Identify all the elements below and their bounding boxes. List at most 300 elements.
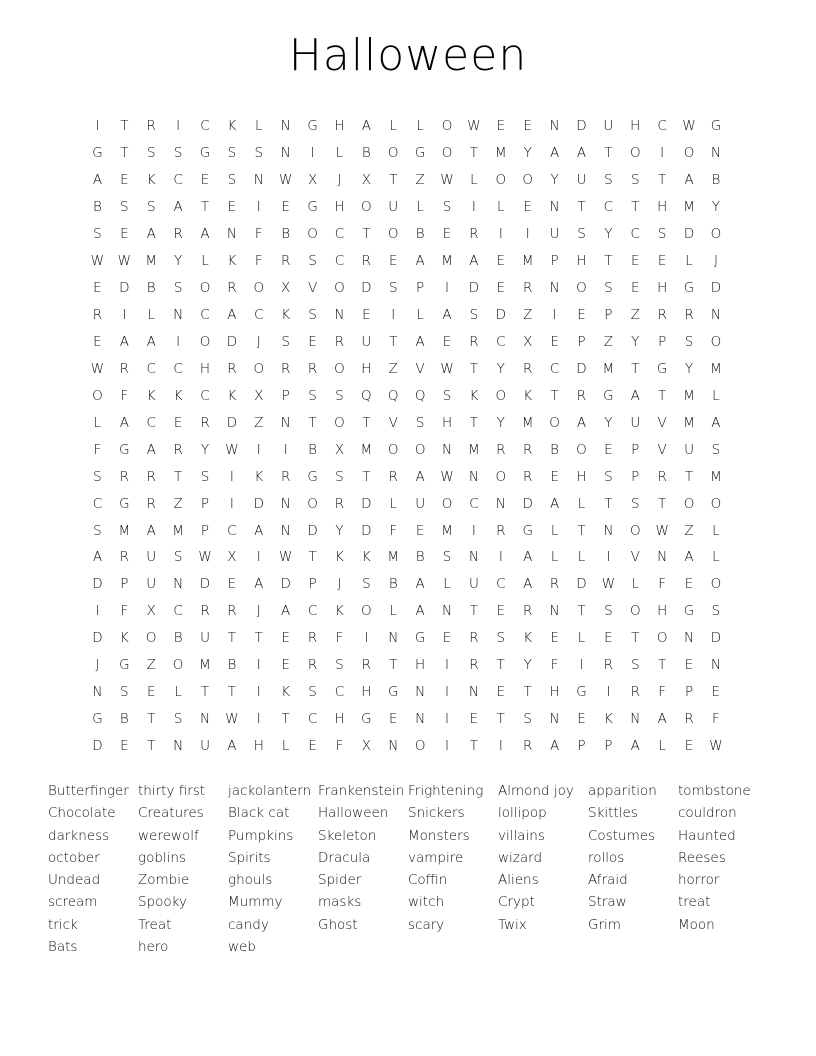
word-list-item: goblins — [138, 849, 187, 866]
grid-letter: Y — [604, 414, 613, 431]
grid-letter: D — [119, 280, 130, 297]
grid-letter: T — [281, 711, 290, 728]
grid-letter: R — [523, 738, 533, 755]
grid-letter: I — [660, 145, 665, 162]
grid-letter: Y — [631, 333, 640, 350]
word-list-item: Almond joy — [498, 783, 574, 799]
grid-letter: N — [334, 307, 345, 324]
word-list-item: Monsters — [408, 827, 470, 844]
grid-letter: E — [604, 630, 613, 647]
grid-letter: T — [604, 253, 613, 270]
grid-letter: L — [658, 738, 666, 755]
grid-letter: G — [119, 657, 130, 674]
grid-letter: O — [92, 387, 103, 404]
grid-letter: G — [199, 145, 211, 162]
grid-letter: G — [119, 441, 130, 458]
grid-letter: T — [658, 172, 667, 189]
word-list-item: scream — [48, 894, 98, 911]
grid-letter: A — [549, 495, 560, 512]
grid-letter: G — [603, 387, 614, 404]
grid-letter: E — [308, 333, 317, 350]
grid-letter: C — [334, 684, 345, 701]
grid-letter: E — [120, 172, 129, 189]
grid-letter: N — [199, 711, 211, 728]
grid-letter: A — [711, 414, 721, 431]
word-list-item: candy — [228, 916, 269, 933]
grid-letter: R — [469, 226, 479, 243]
grid-letter: T — [523, 684, 532, 701]
grid-letter: R — [227, 360, 237, 377]
grid-letter: Y — [200, 441, 210, 458]
grid-letter: E — [711, 684, 721, 701]
grid-letter: S — [120, 684, 129, 701]
grid-letter: D — [199, 576, 211, 593]
grid-letter: P — [631, 468, 640, 485]
grid-letter: I — [256, 684, 261, 701]
grid-letter: O — [495, 172, 507, 189]
grid-letter: A — [684, 549, 694, 566]
grid-letter: D — [253, 495, 264, 512]
grid-letter: S — [335, 657, 344, 674]
grid-letter: E — [550, 630, 559, 647]
grid-letter: M — [118, 522, 131, 539]
grid-letter: A — [549, 738, 560, 755]
grid-letter: R — [523, 603, 533, 620]
grid-letter: T — [362, 468, 371, 485]
grid-letter: O — [253, 280, 265, 297]
grid-letter: C — [227, 522, 237, 539]
grid-letter: A — [173, 199, 183, 216]
grid-letter: E — [200, 172, 210, 189]
grid-letter: R — [361, 253, 372, 270]
grid-letter: W — [198, 549, 212, 566]
grid-letter: R — [280, 253, 291, 270]
grid-letter: I — [606, 549, 611, 566]
grid-letter: L — [550, 522, 559, 539]
grid-letter: E — [523, 199, 532, 216]
word-list-item: hero — [138, 939, 169, 956]
grid-letter: A — [576, 414, 587, 431]
grid-letter: O — [710, 576, 722, 593]
grid-letter: C — [146, 414, 156, 431]
grid-letter: E — [442, 630, 452, 647]
grid-letter: K — [227, 387, 237, 404]
grid-letter: E — [227, 576, 237, 593]
grid-letter: T — [120, 145, 129, 162]
grid-letter: S — [200, 468, 210, 485]
grid-letter: M — [683, 414, 695, 431]
grid-letter: D — [361, 280, 372, 297]
grid-letter: I — [445, 280, 450, 297]
grid-letter: V — [630, 549, 640, 566]
word-list-item: Afraid — [588, 872, 628, 889]
grid-letter: I — [391, 307, 396, 324]
grid-letter: D — [361, 495, 372, 512]
grid-letter: B — [415, 549, 425, 566]
word-list-item: Costumes — [588, 827, 656, 844]
grid-letter: W — [279, 549, 293, 566]
grid-letter: Q — [414, 387, 426, 404]
grid-letter: Y — [604, 226, 613, 243]
grid-letter: C — [173, 603, 183, 620]
grid-letter: R — [523, 468, 533, 485]
word-list-item: rollos — [588, 849, 625, 866]
grid-letter: E — [415, 522, 425, 539]
grid-letter: N — [549, 280, 560, 297]
grid-letter: A — [415, 468, 425, 485]
grid-letter: R — [119, 360, 130, 377]
grid-letter: B — [388, 576, 398, 593]
grid-letter: N — [468, 468, 479, 485]
word-list-item: trick — [48, 916, 78, 933]
grid-letter: E — [550, 468, 559, 485]
word-list-item: werewolf — [138, 827, 199, 844]
grid-letter: P — [308, 576, 317, 593]
word-list-item: Reeses — [678, 849, 726, 866]
grid-letter: D — [495, 307, 506, 324]
grid-letter: G — [522, 522, 533, 539]
grid-letter: M — [683, 199, 695, 216]
grid-letter: J — [337, 576, 342, 593]
word-list-item: Spirits — [228, 849, 271, 866]
grid-letter: N — [630, 711, 641, 728]
grid-letter: A — [657, 711, 667, 728]
grid-letter: I — [256, 549, 261, 566]
grid-letter: I — [445, 711, 450, 728]
grid-letter: T — [684, 468, 694, 485]
grid-letter: R — [119, 468, 130, 485]
grid-letter: T — [577, 603, 586, 620]
word-list-item: Mummy — [228, 894, 283, 911]
grid-letter: H — [361, 684, 372, 701]
grid-letter: D — [307, 522, 318, 539]
grid-letter: O — [387, 226, 399, 243]
grid-letter: E — [227, 199, 237, 216]
grid-letter: E — [173, 414, 183, 431]
grid-letter: L — [577, 549, 586, 566]
grid-letter: Z — [523, 307, 533, 324]
grid-letter: C — [549, 360, 560, 377]
grid-letter: O — [334, 360, 345, 377]
word-list-item: Ghost — [318, 916, 358, 933]
grid-letter: N — [495, 495, 506, 512]
grid-letter: I — [579, 657, 584, 674]
grid-letter: T — [577, 199, 586, 216]
grid-letter: V — [307, 280, 318, 297]
grid-letter: T — [550, 387, 559, 404]
word-list-item: Coffin — [408, 872, 448, 889]
grid-letter: P — [200, 495, 210, 512]
grid-letter: R — [200, 603, 210, 620]
grid-letter: M — [441, 253, 453, 270]
grid-letter: S — [469, 307, 479, 324]
grid-letter: G — [92, 711, 103, 728]
grid-letter: I — [310, 145, 315, 162]
word-list-item: Undead — [48, 872, 101, 889]
grid-letter: A — [415, 333, 425, 350]
grid-letter: T — [200, 199, 210, 216]
grid-letter: W — [682, 118, 696, 135]
grid-letter: T — [496, 657, 505, 674]
grid-letter: T — [362, 226, 371, 243]
grid-letter: E — [120, 738, 129, 755]
grid-letter: A — [361, 118, 371, 135]
grid-letter: C — [307, 711, 318, 728]
grid-letter: O — [145, 630, 157, 647]
grid-letter: H — [576, 253, 587, 270]
grid-letter: H — [630, 118, 641, 135]
grid-letter: S — [93, 226, 102, 243]
grid-letter: D — [468, 280, 480, 297]
grid-letter: X — [281, 280, 291, 297]
grid-letter: R — [523, 360, 533, 377]
grid-letter: P — [577, 333, 586, 350]
grid-letter: O — [549, 414, 560, 431]
grid-letter: T — [200, 684, 210, 701]
grid-letter: M — [710, 360, 722, 377]
grid-letter: S — [146, 199, 156, 216]
grid-letter: J — [256, 603, 261, 620]
word-list-item: october — [48, 849, 100, 866]
grid-letter: H — [253, 738, 264, 755]
grid-letter: H — [334, 199, 345, 216]
grid-letter: L — [389, 603, 397, 620]
grid-letter: L — [174, 684, 182, 701]
grid-letter: S — [227, 145, 237, 162]
grid-letter: E — [496, 603, 506, 620]
grid-letter: D — [576, 360, 587, 377]
grid-letter: M — [494, 145, 507, 162]
grid-letter: H — [334, 711, 345, 728]
grid-letter: L — [389, 118, 397, 135]
grid-letter: W — [467, 118, 481, 135]
grid-letter: C — [657, 118, 667, 135]
grid-letter: W — [225, 711, 239, 728]
grid-letter: X — [307, 172, 318, 189]
grid-letter: N — [388, 630, 399, 647]
grid-letter: A — [146, 441, 156, 458]
grid-letter: S — [173, 711, 183, 728]
grid-letter: T — [362, 414, 371, 431]
grid-letter: R — [334, 333, 345, 350]
grid-letter: N — [173, 307, 184, 324]
grid-letter: T — [469, 738, 479, 755]
grid-letter: P — [200, 522, 210, 539]
grid-letter: A — [630, 738, 640, 755]
grid-letter: E — [281, 199, 290, 216]
grid-letter: A — [119, 414, 129, 431]
grid-letter: E — [442, 226, 452, 243]
grid-letter: T — [469, 145, 479, 162]
grid-letter: A — [254, 522, 264, 539]
grid-letter: L — [712, 387, 720, 404]
grid-letter: I — [95, 603, 100, 620]
grid-letter: G — [361, 711, 372, 728]
grid-letter: N — [280, 118, 291, 135]
grid-letter: N — [280, 522, 291, 539]
word-list-item: Spooky — [138, 894, 187, 911]
grid-letter: R — [200, 414, 210, 431]
grid-letter: K — [469, 387, 479, 404]
grid-letter: Y — [335, 522, 344, 539]
grid-letter: B — [119, 711, 129, 728]
grid-letter: L — [443, 576, 451, 593]
grid-letter: L — [93, 414, 102, 431]
word-list-item: scary — [408, 916, 445, 933]
word-list-item: vampire — [408, 849, 464, 866]
grid-letter: X — [361, 738, 371, 755]
grid-letter: O — [441, 145, 453, 162]
grid-letter: U — [200, 738, 210, 755]
grid-letter: J — [256, 333, 261, 350]
grid-letter: D — [710, 280, 722, 297]
grid-letter: E — [469, 711, 479, 728]
grid-letter: Z — [146, 657, 156, 674]
grid-letter: P — [684, 684, 694, 701]
grid-letter: B — [550, 441, 559, 458]
grid-letter: B — [711, 172, 721, 189]
grid-letter: L — [416, 307, 424, 324]
grid-letter: N — [280, 145, 291, 162]
grid-letter: R — [496, 441, 506, 458]
grid-letter: A — [281, 603, 291, 620]
grid-letter: E — [93, 333, 102, 350]
grid-letter: O — [683, 145, 695, 162]
grid-letter: O — [629, 603, 641, 620]
grid-letter: K — [281, 684, 291, 701]
grid-letter: L — [577, 495, 586, 512]
grid-letter: R — [307, 630, 318, 647]
grid-letter: S — [630, 495, 640, 512]
grid-letter: K — [119, 630, 129, 647]
grid-letter: I — [498, 549, 503, 566]
grid-letter: S — [630, 172, 640, 189]
grid-letter: I — [229, 468, 234, 485]
grid-letter: W — [655, 522, 669, 539]
grid-letter: X — [334, 441, 345, 458]
grid-letter: S — [604, 468, 613, 485]
grid-letter: W — [440, 360, 454, 377]
grid-letter: Y — [550, 172, 559, 189]
grid-letter: L — [416, 199, 424, 216]
grid-letter: T — [469, 603, 479, 620]
grid-letter: T — [604, 495, 613, 512]
grid-letter: R — [576, 387, 587, 404]
grid-letter: K — [146, 387, 156, 404]
word-list-item: Snickers — [408, 805, 465, 822]
grid-letter: S — [173, 145, 183, 162]
grid-letter: A — [549, 145, 560, 162]
grid-letter: L — [631, 576, 640, 593]
grid-letter: T — [308, 549, 317, 566]
grid-letter: G — [307, 118, 318, 135]
grid-letter: X — [523, 333, 533, 350]
grid-letter: H — [657, 603, 668, 620]
grid-letter: S — [254, 145, 264, 162]
grid-letter: R — [523, 441, 533, 458]
grid-letter: L — [712, 522, 720, 539]
grid-letter: N — [388, 738, 399, 755]
grid-letter: U — [415, 495, 426, 512]
grid-letter: N — [92, 684, 103, 701]
grid-letter: S — [657, 226, 667, 243]
grid-letter: S — [442, 549, 452, 566]
grid-letter: O — [683, 495, 695, 512]
grid-letter: C — [334, 226, 345, 243]
grid-letter: B — [227, 657, 237, 674]
grid-letter: R — [657, 468, 667, 485]
grid-letter: C — [200, 118, 210, 135]
grid-letter: H — [441, 414, 453, 431]
grid-letter: Y — [173, 253, 183, 270]
grid-letter: A — [523, 549, 533, 566]
grid-letter: O — [495, 387, 507, 404]
grid-letter: M — [145, 253, 158, 270]
grid-letter: O — [710, 226, 722, 243]
grid-letter: S — [442, 199, 452, 216]
grid-letter: P — [120, 576, 129, 593]
grid-letter: A — [630, 387, 640, 404]
grid-letter: M — [683, 387, 695, 404]
grid-letter: A — [146, 333, 156, 350]
grid-letter: T — [227, 684, 237, 701]
grid-letter: S — [711, 603, 721, 620]
grid-letter: Y — [711, 199, 721, 216]
grid-letter: S — [308, 684, 317, 701]
grid-letter: U — [146, 549, 157, 566]
grid-letter: Y — [523, 145, 532, 162]
grid-letter: Z — [684, 522, 694, 539]
grid-letter: S — [120, 199, 129, 216]
grid-letter: I — [471, 522, 476, 539]
word-list-item: Black cat — [228, 805, 290, 822]
grid-letter: F — [120, 387, 129, 404]
grid-letter: N — [549, 711, 560, 728]
word-list-item: Straw — [588, 894, 627, 911]
grid-letter: G — [683, 603, 695, 620]
grid-letter: N — [657, 549, 668, 566]
grid-letter: A — [523, 576, 533, 593]
grid-letter: I — [256, 657, 261, 674]
grid-letter: S — [630, 657, 640, 674]
grid-letter: H — [334, 118, 345, 135]
grid-letter: R — [280, 360, 291, 377]
grid-letter: E — [281, 657, 290, 674]
grid-letter: S — [173, 549, 183, 566]
grid-letter: R — [307, 360, 318, 377]
grid-letter: P — [631, 441, 640, 458]
grid-letter: S — [604, 603, 613, 620]
grid-letter: E — [146, 684, 156, 701]
grid-letter: E — [523, 118, 532, 135]
grid-letter: O — [441, 118, 453, 135]
grid-letter: V — [388, 414, 398, 431]
grid-letter: O — [361, 603, 372, 620]
grid-letter: A — [227, 307, 237, 324]
grid-letter: A — [415, 603, 425, 620]
grid-letter: L — [389, 495, 397, 512]
grid-letter: E — [281, 630, 290, 647]
word-list-item: masks — [318, 894, 362, 911]
grid-letter: F — [335, 738, 344, 755]
grid-letter: T — [658, 657, 667, 674]
grid-letter: F — [120, 603, 129, 620]
grid-letter: M — [387, 549, 400, 566]
grid-letter: U — [549, 226, 560, 243]
grid-letter: P — [658, 333, 667, 350]
grid-letter: E — [496, 118, 506, 135]
word-list-item: apparition — [588, 783, 657, 799]
